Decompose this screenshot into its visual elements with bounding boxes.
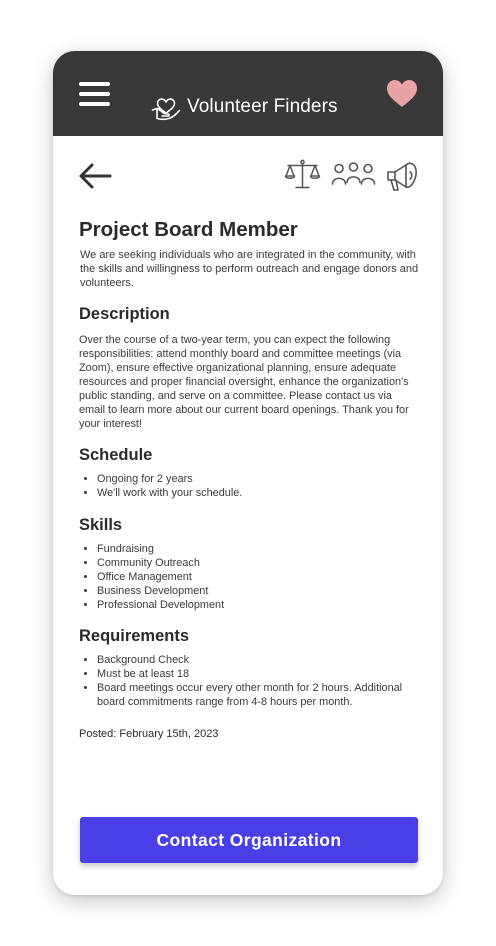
brand bbox=[151, 93, 338, 121]
description-heading: Description bbox=[79, 305, 170, 323]
arrow-left-icon[interactable] bbox=[78, 162, 112, 190]
heart-in-hand-icon bbox=[151, 93, 181, 121]
contact-organization-button[interactable]: Contact Organization bbox=[80, 817, 418, 863]
scale-of-justice-icon[interactable] bbox=[284, 159, 321, 191]
list-item: • Business Development bbox=[97, 584, 419, 598]
people-group-icon[interactable] bbox=[331, 161, 376, 189]
list-item: • Ongoing for 2 years bbox=[97, 472, 419, 486]
list-item: • Office Management bbox=[97, 570, 419, 584]
skills-list bbox=[79, 542, 419, 612]
schedule-list bbox=[79, 472, 419, 500]
skills-heading: Skills bbox=[79, 516, 123, 534]
requirements-list bbox=[79, 653, 419, 709]
requirements-heading: Requirements bbox=[79, 627, 190, 645]
schedule-heading: Schedule bbox=[79, 446, 153, 464]
list-item: • We'll work with your schedule. bbox=[97, 486, 419, 500]
listing-summary: We are seeking individuals who are integrated in the community, with the skills and willingness to perform outreach and engage donors and volunteers. bbox=[80, 249, 419, 289]
app-header bbox=[53, 51, 443, 136]
megaphone-icon[interactable] bbox=[386, 160, 419, 192]
page-title: Project Board Member bbox=[79, 218, 298, 241]
list-item: • Professional Development bbox=[97, 598, 419, 612]
list-item: • Must be at least 18 bbox=[97, 667, 419, 681]
phone-frame bbox=[53, 51, 443, 895]
list-item: • Fundraising bbox=[97, 542, 419, 556]
heart-icon[interactable] bbox=[386, 79, 418, 108]
description-text: Over the course of a two-year term, you can expect the following responsibilities: attend monthly board and committee meetings (via Zoom), ensure effective organizational planning, ensure adequate resources and proper financial oversight, enhance the organization's public standing, and serve on a committee. Please contact us via email to learn more about our current board openings. Thank you for your interest! bbox=[79, 334, 409, 430]
hamburger-menu-icon[interactable] bbox=[79, 82, 110, 106]
list-item: • Background Check bbox=[97, 653, 419, 667]
posted-date: Posted: February 15th, 2023 bbox=[79, 728, 219, 740]
list-item: • Community Outreach bbox=[97, 556, 419, 570]
app-title: Volunteer Finders bbox=[187, 96, 338, 117]
listing-details bbox=[79, 217, 419, 741]
list-item: • Board meetings occur every other month for 2 hours. Additional board commitments range from 4-8 hours per month. bbox=[97, 681, 419, 709]
